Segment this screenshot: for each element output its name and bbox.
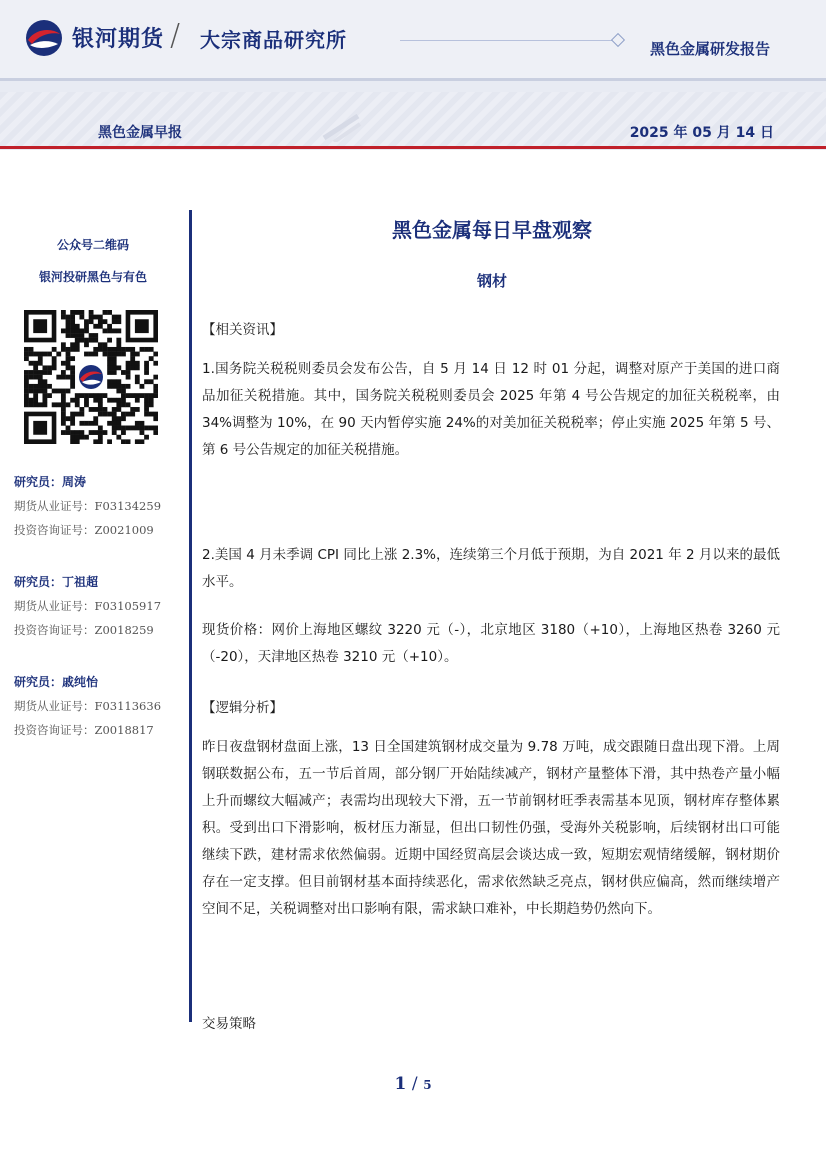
spot-price: 现货价格：网价上海地区螺纹 3220 元（-），北京地区 3180（+10），上海地区热卷 3260 元（-20），天津地区热卷 3210 元（+10）。 [202,622,780,665]
report-type: 黑色金属研发报告 [649,40,770,58]
decorative-arrow-icon [320,112,362,142]
header-divider [0,78,826,81]
page-number [0,1074,826,1094]
header-thin-line [400,40,612,41]
qr-title: 公众号二维码 [56,238,129,252]
futures-cert: 期货从业证号：F03134259 [14,499,162,513]
institute-name: 大宗商品研究所 [200,28,347,52]
futures-cert: 期货从业证号：F03113636 [14,699,162,713]
section-strategy-heading: 交易策略 [202,1016,256,1032]
galaxy-logo-icon [22,18,66,58]
brand-slash: / [170,18,181,53]
news-item-1: 1.国务院关税税则委员会发布公告，自 5 月 14 日 12 时 01 分起，调整对原产于美国的进口商品加征关税措施。其中，国务院关税税则委员会 2025 年第 4 号公告规定的加征关税税率，由 34%调整为 10%，在 90 天内暂停实施 24%的对美加征关税税率；停止实施 2025 年第 5 号、第 6 号公告规定的加征关税措施。 [202,361,780,458]
report-title: 黑色金属每日早盘观察 [392,218,592,242]
page-current: 1 [394,1074,407,1094]
page-total: 5 [423,1078,432,1092]
page-separator: / [411,1074,418,1094]
brief-name: 黑色金属早报 [98,125,182,141]
page-header [0,0,826,150]
futures-cert: 期货从业证号：F03105917 [14,599,162,613]
brand-name: 银河期货 [72,27,165,52]
qr-subtitle: 银河投研黑色与有色 [38,270,147,284]
report-date: 2025 年 05 月 14 日 [629,125,774,141]
qr-code [24,310,158,444]
invest-cert: 投资咨询证号：Z0018817 [14,723,154,737]
analyst-block [14,473,161,538]
analyst-block [14,573,161,638]
invest-cert: 投资咨询证号：Z0018259 [14,623,154,637]
sidebar-divider [189,210,192,1022]
invest-cert: 投资咨询证号：Z0021009 [14,523,154,537]
section-logic-heading: 【逻辑分析】 [202,700,283,716]
analyst-name: 研究员：戚纯怡 [14,675,99,689]
analyst-block [14,673,161,738]
analyst-name: 研究员：周涛 [14,475,87,489]
header-red-line [0,146,826,149]
logic-analysis: 昨日夜盘钢材盘面上涨，13 日全国建筑钢材成交量为 9.78 万吨，成交跟随日盘出现下滑。上周钢联数据公布，五一节后首周，部分钢厂开始陆续减产，钢材产量整体下滑，其中热卷产量小幅上升而螺纹大幅减产；表需均出现较大下滑，五一节前钢材旺季表需基本见顶，钢材库存整体累积。受到出口下滑影响，板材压力渐显，但出口韧性仍强，受海外关税影响，后续钢材出口可能继续下跌，建材需求依然偏弱。近期中国经贸高层会谈达成一致，短期宏观情绪缓解，钢材期价存在一定支撑。但目前钢材基本面持续恶化，需求依然缺乏亮点，钢材供应偏高，然而继续增产空间不足，关税调整对出口影响有限，需求缺口难补，中长期趋势仍然向下。 [202,739,780,917]
analyst-name: 研究员：丁祖超 [14,575,99,589]
report-subtitle: 钢材 [476,272,507,290]
section-news-heading: 【相关资讯】 [202,322,283,338]
news-item-2: 2.美国 4 月未季调 CPI 同比上涨 2.3%，连续第三个月低于预期，为自 2021 年 2 月以来的最低水平。 [202,547,780,590]
